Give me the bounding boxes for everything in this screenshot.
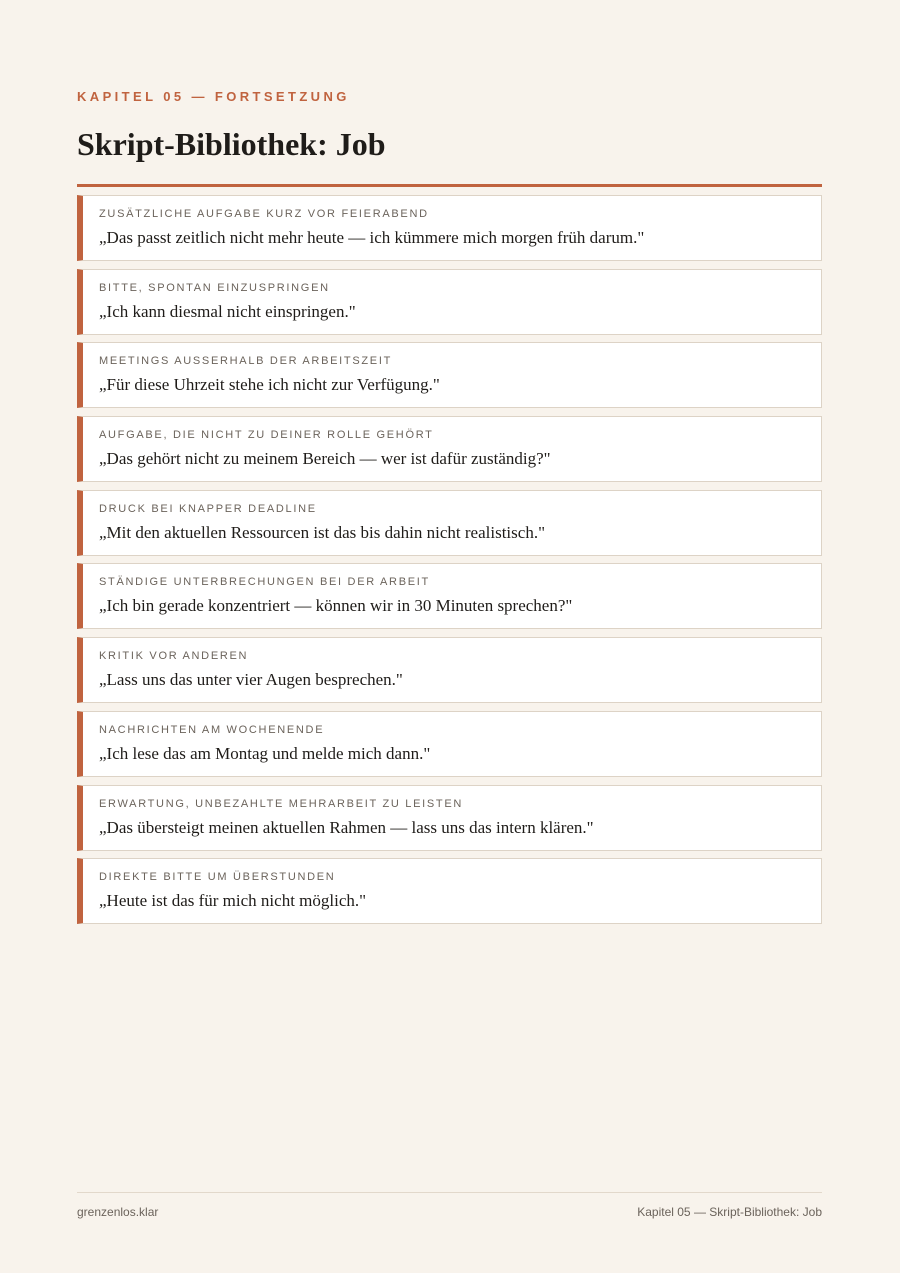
script-card-quote: „Das übersteigt meinen aktuellen Rahmen — lass uns das intern klären." — [99, 817, 594, 837]
script-card-situation: BITTE, SPONTAN EINZUSPRINGEN — [99, 281, 330, 294]
script-card-situation: NACHRICHTEN AM WOCHENENDE — [99, 723, 325, 736]
script-card — [77, 416, 822, 482]
script-card-quote: „Ich kann diesmal nicht einspringen." — [99, 301, 356, 321]
script-card-situation: MEETINGS AUSSERHALB DER ARBEITSZEIT — [99, 355, 392, 368]
script-card-quote: „Für diese Uhrzeit stehe ich nicht zur Verfügung." — [99, 375, 440, 395]
chapter-eyebrow: KAPITEL 05 — FORTSETZUNG — [77, 89, 350, 104]
script-card — [77, 711, 822, 777]
footer-divider — [77, 1192, 822, 1193]
script-card — [77, 490, 822, 556]
script-card-situation: DRUCK BEI KNAPPER DEADLINE — [99, 502, 317, 515]
script-card-quote: „Das passt zeitlich nicht mehr heute — ich kümmere mich morgen früh darum." — [99, 228, 645, 247]
footer-chapter-title: Kapitel 05 — Skript-Bibliothek: Job — [637, 1205, 822, 1219]
script-card-quote: „Ich lese das am Montag und melde mich dann." — [99, 743, 431, 763]
script-card-situation: AUFGABE, DIE NICHT ZU DEINER ROLLE GEHÖRT — [99, 429, 434, 442]
script-card-quote: „Ich bin gerade konzentriert — können wir in 30 Minuten sprechen?" — [99, 596, 573, 616]
script-card-situation: KRITIK VOR ANDEREN — [99, 650, 249, 663]
script-card-situation: ERWARTUNG, UNBEZAHLTE MEHRARBEIT ZU LEISTEN — [99, 797, 464, 810]
script-card — [77, 342, 822, 408]
title-divider — [77, 184, 822, 187]
script-card-quote: „Mit den aktuellen Ressourcen ist das bis dahin nicht realistisch." — [99, 522, 546, 542]
script-card-quote: „Das gehört nicht zu meinem Bereich — wer ist dafür zuständig?" — [99, 449, 551, 469]
script-card — [77, 269, 822, 335]
script-card — [77, 563, 822, 629]
script-card-list — [77, 195, 822, 932]
script-card — [77, 858, 822, 924]
script-card — [77, 785, 822, 851]
script-card-quote: „Lass uns das unter vier Augen besprechen." — [99, 670, 403, 690]
footer-brand: grenzenlos.klar — [77, 1205, 159, 1219]
script-card-situation: DIREKTE BITTE UM ÜBERSTUNDEN — [99, 871, 336, 884]
script-card — [77, 195, 822, 261]
page-title: Skript-Bibliothek: Job — [77, 126, 386, 162]
document-page — [77, 0, 822, 1273]
script-card-situation: STÄNDIGE UNTERBRECHUNGEN BEI DER ARBEIT — [99, 576, 430, 589]
script-card-quote: „Heute ist das für mich nicht möglich." — [99, 891, 367, 911]
script-card-situation: ZUSÄTZLICHE AUFGABE KURZ VOR FEIERABEND — [99, 208, 429, 220]
script-card — [77, 637, 822, 703]
